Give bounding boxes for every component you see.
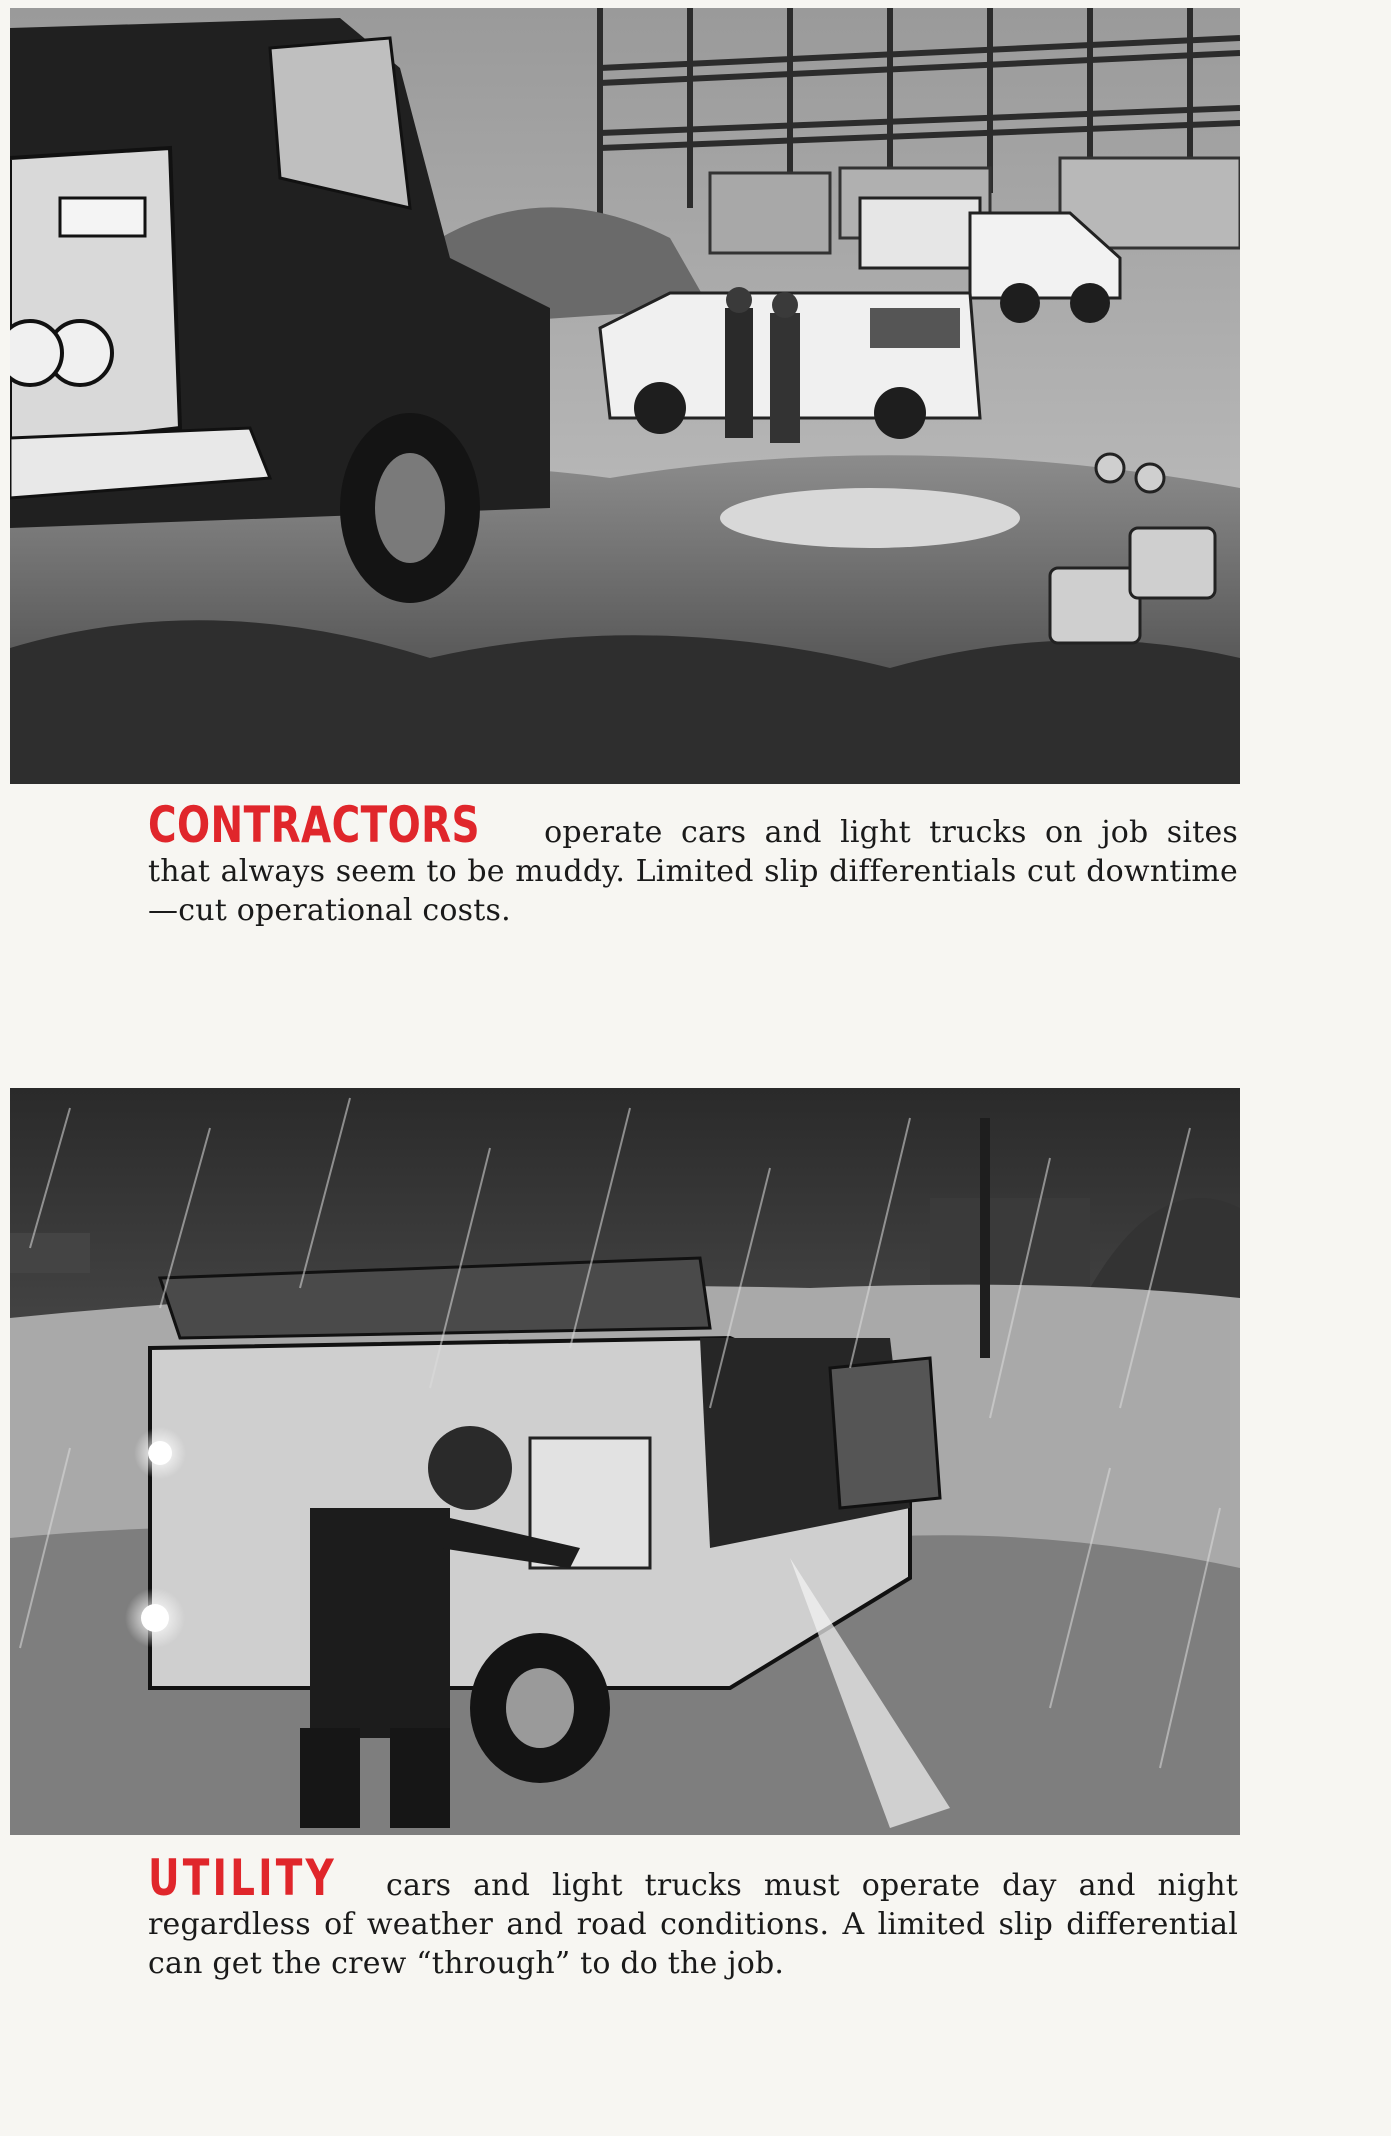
utility-caption (148, 1849, 1238, 1983)
utility-truck-storm-drawing (10, 1088, 1240, 1835)
contractors-body: operate cars and light trucks on job sites that always seem to be muddy. Limited slip differentials cut downtime—cut operational costs. (148, 815, 1238, 928)
utility-heading: UTILITY (148, 1849, 337, 1907)
construction-site-illustration (10, 8, 1240, 784)
contractors-heading: CONTRACTORS (148, 796, 481, 854)
utility-body: cars and light trucks must operate day and night regardless of weather and road conditions. A limited slip differential can get the crew “through” to do the job. (148, 1868, 1238, 1981)
construction-site-drawing (10, 8, 1240, 784)
utility-truck-storm-illustration (10, 1088, 1240, 1835)
contractors-caption (148, 796, 1238, 930)
